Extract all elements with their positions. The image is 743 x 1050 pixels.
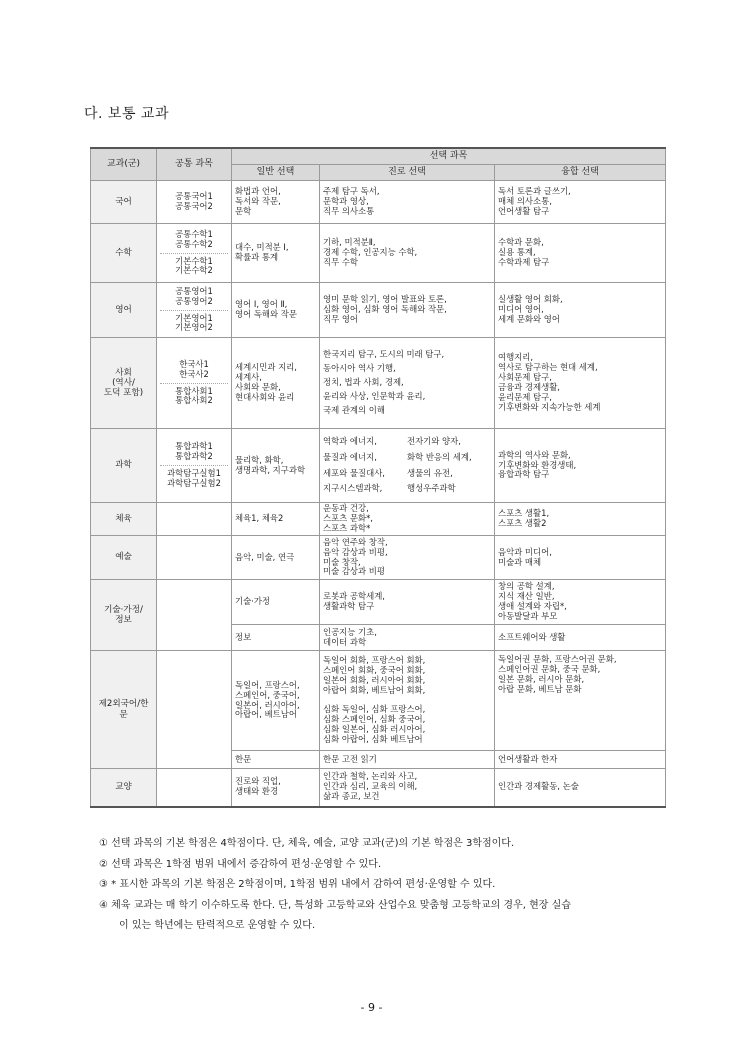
- cell-line: 생활과학 탐구: [323, 601, 375, 611]
- cell-line: 아랍어, 베트남어: [235, 709, 297, 720]
- cell-line: 동아시아 역사 기행,: [323, 363, 396, 374]
- page-number: - 9 -: [360, 1001, 383, 1014]
- common-course: 공통수학1: [175, 228, 213, 239]
- cell-line: 교양: [115, 782, 132, 793]
- common-course: 공통국어2: [175, 201, 213, 211]
- header-fusion: 융합 선택: [495, 165, 666, 181]
- cell-line: 사회문제 탐구,: [498, 372, 552, 383]
- cell-line: 운동과 건강,: [323, 503, 369, 514]
- fusion-cell: [495, 751, 666, 769]
- cell-line: 물리학, 화학,: [235, 454, 284, 465]
- group-cell: [91, 181, 157, 224]
- fusion-cell: [495, 224, 666, 283]
- cell-line: 세계시민과 지리,: [235, 362, 297, 373]
- common-course-group: [160, 230, 228, 250]
- cell-line: 미디어 영어,: [498, 304, 544, 315]
- common-cell: [157, 429, 232, 503]
- fusion-cell: [495, 181, 666, 224]
- note-1: ① 선택 과목의 기본 학점은 4학점이다. 단, 체육, 예술, 교양 교과(군)의 기본 학점은 3학점이다.: [99, 838, 515, 849]
- cell-line: 아랍 문화, 베트남 문화: [498, 683, 582, 694]
- common-course: 공통국어1: [175, 191, 213, 202]
- cell-line: 스포츠 생활1,: [498, 508, 550, 519]
- cell-line: 심화 일본어, 심화 러시아어,: [323, 724, 426, 735]
- common-cell: [157, 536, 232, 580]
- career-cell: [320, 429, 495, 503]
- cell-line: 문: [119, 709, 128, 720]
- header-group: 교과(군): [91, 148, 157, 181]
- cell-line: 생애 설계와 자립*,: [498, 601, 567, 611]
- cell-line: 스페인어 회화, 중국어 회화,: [323, 664, 426, 675]
- cell-line: 영어 Ⅰ, 영어 Ⅱ,: [235, 299, 288, 310]
- career-cell: [320, 181, 495, 224]
- fusion-cell: [495, 283, 666, 338]
- group-cell: [91, 503, 157, 536]
- cell-line: 스포츠 생활2: [498, 518, 547, 528]
- cell-line: 독일어권 문화, 프랑스어권 문화,: [498, 654, 617, 664]
- row-arts: [91, 536, 666, 580]
- cell-line: 윤리문제 탐구,: [498, 391, 552, 402]
- section-heading: 다. 보통 교과: [84, 106, 169, 122]
- common-course-group: [160, 287, 228, 307]
- cell-line: 제2외국어/한: [98, 699, 149, 710]
- course-pair: [323, 481, 491, 497]
- cell-line: 심화 스페인어, 심화 중국어,: [323, 714, 426, 725]
- header-career: 진로 선택: [320, 165, 495, 181]
- cell-line: 삶과 종교, 보건: [323, 791, 380, 802]
- cell-line: 한국지리 탐구, 도시의 미래 탐구,: [323, 349, 445, 360]
- cell-line: 미술 창작,: [323, 556, 361, 567]
- note-4-cont: 이 있는 학년에는 탄력적으로 운영할 수 있다.: [119, 920, 316, 931]
- fusion-cell: [495, 536, 666, 580]
- common-course-group: [160, 360, 228, 380]
- group-cell: [91, 580, 157, 651]
- row-tech-a: [91, 580, 666, 625]
- career-cell: [320, 651, 495, 751]
- cell-line: 기후변화와 환경생태,: [498, 459, 577, 470]
- row-english: [91, 283, 666, 338]
- common-course-group: [160, 383, 228, 407]
- cell-line: 수학: [115, 247, 132, 258]
- career-cell: [320, 580, 495, 625]
- cell-line: 세포와 물질대사,: [323, 467, 385, 478]
- cell-line: 체육: [115, 513, 132, 524]
- fusion-cell: [495, 429, 666, 503]
- cell-line: 정치, 법과 사회, 경제,: [323, 377, 404, 388]
- cell-line: 지식 재산 일반,: [498, 591, 555, 602]
- cell-line: 인간과 심리, 교육의 이해,: [323, 781, 418, 792]
- header-elective: 선택 과목: [232, 148, 666, 165]
- cell-line: 윤리와 사상, 인문학과 윤리,: [323, 390, 426, 401]
- cell-line: 독일어, 프랑스어,: [235, 679, 300, 690]
- cell-line: 음악 연주와 창작,: [323, 536, 388, 547]
- row-lang2-a: [91, 651, 666, 751]
- cell-line: 소프트웨어와 생활: [498, 631, 566, 642]
- cell-line: 사회와 문화,: [235, 382, 281, 392]
- common-cell: [157, 503, 232, 536]
- fusion-cell: [495, 625, 666, 651]
- common-course: 기본수학1: [175, 255, 213, 266]
- common-course: 기본수학2: [175, 265, 213, 276]
- cell-line: 과학의 역사와 문화,: [498, 449, 571, 460]
- cell-line: 도덕 포함): [103, 388, 144, 399]
- row-pe: [91, 503, 666, 536]
- cell-line: 기후변화와 지속가능한 세계: [498, 401, 601, 412]
- cell-line: 인간과 철학, 논리와 사고,: [323, 771, 418, 782]
- note-3: ③ * 표시한 과목의 기본 학점은 2학점이며, 1학점 범위 내에서 감하여 편성·운영할 수 있다.: [99, 879, 496, 890]
- cell-line: 미술 감상과 비평: [323, 566, 385, 577]
- cell-line: 독서와 작문,: [235, 196, 281, 207]
- cell-line: 주제 탐구 독서,: [323, 186, 380, 197]
- common-course: 한국사1: [179, 358, 209, 369]
- common-course-group: [160, 465, 228, 489]
- cell-line: 스포츠 과학*: [323, 522, 371, 533]
- cell-line: 여행지리,: [498, 352, 534, 363]
- common-course-group: [160, 192, 228, 212]
- cell-line: (역사/: [112, 377, 135, 388]
- common-cell: [157, 651, 232, 769]
- note-2: ② 선택 과목은 1학점 범위 내에서 증감하여 편성·운영할 수 있다.: [99, 858, 382, 870]
- cell-line: 영어 독해와 작문: [235, 309, 297, 319]
- cell-line: 행성우주과학: [407, 483, 456, 494]
- cell-line: 문학과 영상,: [323, 196, 369, 207]
- common-cell: [157, 283, 232, 338]
- course-pair: [323, 466, 491, 482]
- header-general: 일반 선택: [232, 165, 320, 181]
- common-course: 통합사회2: [175, 395, 213, 406]
- common-course-group: [160, 310, 228, 334]
- cell-line: 화학 반응의 세계,: [407, 451, 472, 462]
- general-cell: [232, 181, 320, 224]
- cell-line: 일본 문화, 러시아 문화,: [498, 673, 585, 684]
- common-course: 한국사2: [179, 368, 209, 379]
- cell-line: 사회: [115, 367, 132, 378]
- cell-line: 실생활 영어 회화,: [498, 294, 563, 305]
- notes: [99, 834, 669, 937]
- cell-line: 직무 의사소통: [323, 205, 375, 216]
- cell-line: 한문 고전 읽기: [323, 753, 377, 764]
- group-cell: [91, 283, 157, 338]
- cell-line: 매체 의사소통,: [498, 196, 552, 207]
- cell-line: 일본어, 러시아어,: [235, 699, 300, 710]
- common-course: 통합과학2: [175, 451, 213, 462]
- general-cell: [232, 769, 320, 807]
- career-cell: [320, 224, 495, 283]
- cell-line: 심화 아랍어, 심화 베트남어: [323, 734, 423, 745]
- cell-line: 수학과제 탐구: [498, 256, 550, 267]
- group-cell: [91, 536, 157, 580]
- group-cell: [91, 224, 157, 283]
- group-cell: [91, 651, 157, 769]
- cell-line: 국제 관계의 이해: [323, 404, 385, 415]
- general-cell: [232, 625, 320, 651]
- cell-line: 로봇과 공학세계,: [323, 591, 385, 602]
- cell-line: 대수, 미적분 Ⅰ,: [235, 242, 289, 253]
- fusion-cell: [495, 503, 666, 536]
- common-course: 공통수학2: [175, 238, 213, 249]
- cell-line: 금융과 경제생활,: [498, 382, 560, 392]
- cell-line: 세계사,: [235, 372, 262, 383]
- cell-line: 역사로 탐구하는 현대 세계,: [498, 362, 598, 373]
- cell-line: 음악, 미술, 연극: [235, 551, 295, 562]
- general-cell: [232, 283, 320, 338]
- cell-line: 예술: [115, 552, 132, 563]
- common-course: 기본영어1: [175, 312, 213, 323]
- career-cell: [320, 751, 495, 769]
- cell-line: 언어생활 탐구: [498, 205, 550, 216]
- cell-line: 기하, 미적분Ⅱ,: [323, 237, 376, 248]
- cell-line: 창의 공학 설계,: [498, 581, 555, 592]
- cell-line: 실용 통계,: [498, 247, 536, 258]
- cell-line: 독일어 회화, 프랑스어 회화,: [323, 654, 426, 665]
- cell-line: 언어생활과 한자: [498, 753, 558, 764]
- cell-line: 전자기와 양자,: [407, 436, 461, 447]
- cell-line: 현대사회와 윤리: [235, 391, 295, 402]
- fusion-cell: [495, 651, 666, 751]
- cell-line: 스페인어권 문화, 중국 문화,: [498, 663, 601, 674]
- common-cell: [157, 769, 232, 807]
- general-cell: [232, 536, 320, 580]
- general-cell: [232, 751, 320, 769]
- row-science: [91, 429, 666, 503]
- course-pair: [323, 450, 491, 466]
- common-course: 공통영어2: [175, 295, 213, 306]
- cell-line: 경제 수학, 인공지능 수학,: [323, 247, 418, 258]
- curriculum-table: [90, 147, 666, 808]
- common-cell: [157, 338, 232, 429]
- common-course: 과학탐구실험1: [167, 468, 221, 478]
- note-4: ④ 체육 교과는 매 학기 이수하도록 한다. 단, 특성화 고등학교와 산업수요 맞춤형 고등학교의 경우, 현장 실습: [99, 899, 571, 911]
- group-cell: [91, 338, 157, 429]
- cell-line: 음악과 미디어,: [498, 546, 552, 557]
- general-cell: [232, 580, 320, 625]
- cell-line: 심화 독일어, 심화 프랑스어,: [323, 704, 426, 715]
- cell-line: 국어: [115, 196, 132, 207]
- cell-line: 기술·가정/: [104, 604, 143, 615]
- career-cell: [320, 283, 495, 338]
- cell-line: 진로와 직업,: [235, 776, 281, 787]
- cell-line: 역학과 에너지,: [323, 436, 377, 447]
- common-course: 과학탐구실험2: [167, 477, 221, 488]
- career-cell: [320, 536, 495, 580]
- career-cell: [320, 769, 495, 807]
- career-cell: [320, 625, 495, 651]
- course-pair: [323, 434, 491, 450]
- cell-line: 세계 문화와 영어: [498, 313, 560, 324]
- common-course: 통합사회1: [175, 385, 213, 396]
- common-course-group: [160, 442, 228, 462]
- cell-line: 독서 토론과 글쓰기,: [498, 186, 571, 197]
- cell-line: 한문: [235, 753, 252, 764]
- fusion-cell: [495, 580, 666, 625]
- cell-line: 생물의 유전,: [407, 467, 453, 478]
- cell-line: 심화 영어, 심화 영어 독해와 작문,: [323, 304, 447, 315]
- cell-line: 문학: [235, 205, 252, 216]
- general-cell: [232, 224, 320, 283]
- row-liberal: [91, 769, 666, 807]
- cell-line: 지구시스템과학,: [323, 483, 383, 494]
- cell-line: 영어: [115, 304, 132, 315]
- cell-line: 아동발달과 부모: [498, 610, 558, 621]
- cell-line: 수학과 문화,: [498, 237, 544, 248]
- cell-line: 인간과 경제활동, 논술: [498, 781, 579, 792]
- cell-line: 영미 문학 읽기, 영어 발표와 토론,: [323, 294, 447, 305]
- cell-line: 생태와 환경: [235, 786, 279, 797]
- cell-line: 스페인어, 중국어,: [235, 689, 300, 700]
- cell-line: 데이터 과학: [323, 636, 367, 647]
- cell-line: 화법과 언어,: [235, 186, 281, 197]
- cell-line: 정보: [235, 631, 252, 642]
- group-cell: [91, 769, 157, 807]
- cell-line: 과학: [115, 460, 132, 471]
- cell-line: 직무 영어: [323, 313, 359, 324]
- general-cell: [232, 338, 320, 429]
- career-cell: [320, 338, 495, 429]
- common-cell: [157, 181, 232, 224]
- cell-line: 체육1, 체육2: [235, 513, 284, 524]
- header-common: 공통 과목: [157, 148, 232, 181]
- fusion-cell: [495, 769, 666, 807]
- cell-line: 융합과학 탐구: [498, 469, 550, 480]
- cell-line: 미술과 매체: [498, 556, 542, 567]
- cell-line: 생명과학, 지구과학: [235, 464, 306, 475]
- general-cell: [232, 429, 320, 503]
- cell-line: 인공지능 기초,: [323, 626, 377, 637]
- career-cell: [320, 503, 495, 536]
- cell-line: 기술·가정: [235, 596, 271, 607]
- cell-line: 아랍어 회화, 베트남어 회화,: [323, 684, 426, 695]
- cell-line: 일본어 회화, 러시아어 회화,: [323, 674, 426, 685]
- common-cell: [157, 580, 232, 651]
- cell-line: 정보: [115, 615, 132, 625]
- common-course: 기본영어2: [175, 322, 213, 333]
- common-cell: [157, 224, 232, 283]
- cell-line: 물질과 에너지,: [323, 451, 377, 462]
- fusion-cell: [495, 338, 666, 429]
- common-course: 통합과학1: [175, 441, 213, 452]
- cell-line: 음악 감상과 비평,: [323, 546, 388, 557]
- common-course: 공통영어1: [175, 285, 213, 296]
- cell-line: 직무 수학: [323, 256, 359, 267]
- cell-line: 스포츠 문화*,: [323, 513, 373, 524]
- general-cell: [232, 651, 320, 751]
- row-korean: [91, 181, 666, 224]
- row-social: [91, 338, 666, 429]
- row-math: [91, 224, 666, 283]
- group-cell: [91, 429, 157, 503]
- general-cell: [232, 503, 320, 536]
- cell-line: 확률과 통계: [235, 252, 279, 262]
- common-course-group: [160, 253, 228, 277]
